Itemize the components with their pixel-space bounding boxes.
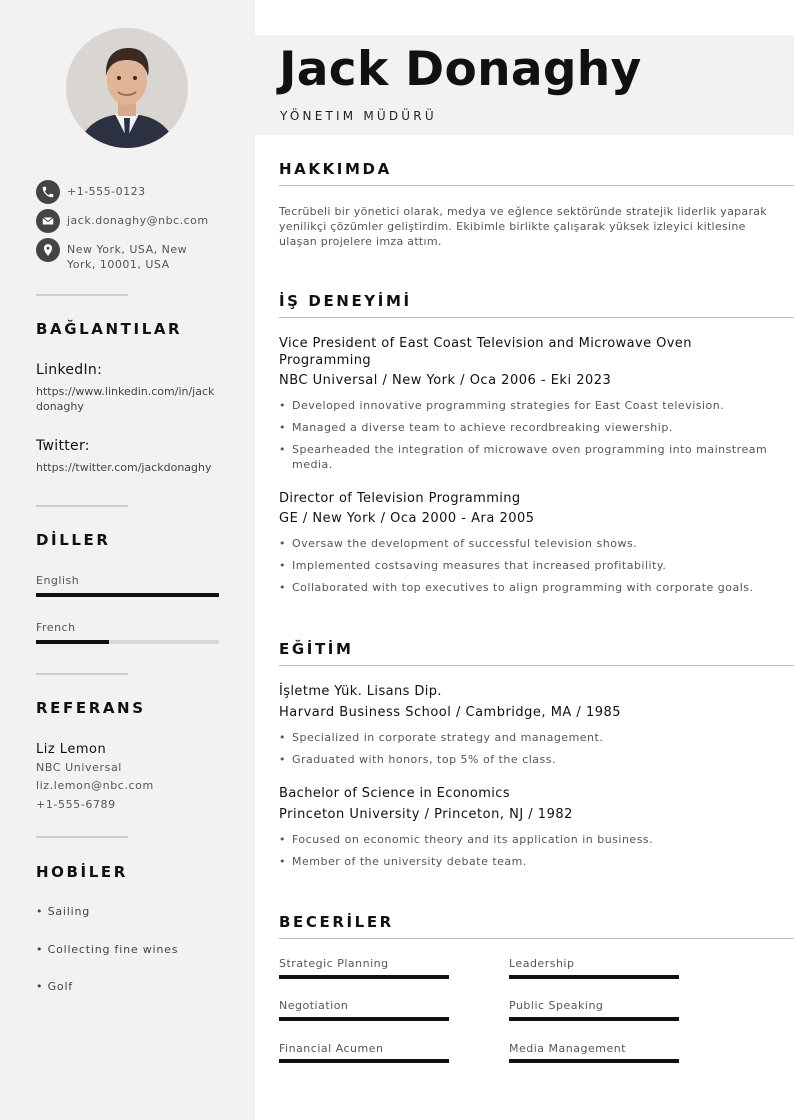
contact-email: [36, 209, 217, 233]
twitter-label: Twitter:: [36, 438, 90, 454]
job-position: Vice President of East Coast Television and Microwave Oven Programming: [279, 336, 692, 368]
divider: [36, 294, 128, 296]
list-item: • Managed a diverse team to achieve recordbreaking viewership.: [279, 420, 779, 435]
skill-level-bar: [509, 975, 679, 979]
list-item: • Implemented costsaving measures that increased profitability.: [279, 558, 779, 573]
language-name: English: [36, 574, 80, 587]
education-bullets: [279, 832, 779, 876]
skill-name: Leadership: [509, 957, 575, 970]
skill-level-fill: [509, 1017, 679, 1021]
section-rule: [279, 317, 794, 318]
education-degree: Bachelor of Science in Economics: [279, 786, 510, 801]
list-item: • Developed innovative programming strategies for East Coast television.: [279, 398, 779, 413]
language-level-fill: [36, 593, 219, 597]
language-level-bar: [36, 593, 219, 597]
twitter-url[interactable]: https://twitter.com/jackdonaghy: [36, 461, 212, 474]
skill-name: Negotiation: [279, 999, 349, 1012]
job-company: GE / New York / Oca 2000 - Ara 2005: [279, 511, 535, 526]
skill-name: Media Management: [509, 1042, 626, 1055]
skill-level-fill: [279, 1059, 449, 1063]
list-item: • Spearheaded the integration of microwave oven programming into mainstream media.: [279, 442, 779, 472]
about-text: Tecrübeli bir yönetici olarak, medya ve eğlence sektöründe stratejik liderlik yaparak yenilikçi çözümler geliştirdim. Ekibimle birlikte çalışarak yüksek izleyici kitlesine ulaşan projelere imza attım.: [279, 205, 767, 248]
list-item: • Specialized in corporate strategy and management.: [279, 730, 779, 745]
job-position: Director of Television Programming: [279, 491, 521, 506]
list-item: • Focused on economic theory and its application in business.: [279, 832, 779, 847]
language-level-bar: [36, 640, 219, 644]
email-text[interactable]: jack.donaghy@nbc.com: [67, 214, 209, 227]
skill-level-fill: [279, 975, 449, 979]
hobbies-heading: HOBİLER: [36, 863, 128, 881]
skill-level-bar: [279, 1059, 449, 1063]
hobby-item: • Collecting fine wines: [36, 943, 179, 956]
education-degree: İşletme Yük. Lisans Dip.: [279, 684, 442, 699]
skill-level-bar: [509, 1017, 679, 1021]
about-heading: HAKKIMDA: [279, 160, 392, 178]
contact-phone: [36, 180, 217, 204]
job-title: YÖNETIM MÜDÜRÜ: [280, 109, 437, 123]
section-rule: [279, 938, 794, 939]
person-name: Jack Donaghy: [279, 42, 642, 97]
list-item: • Collaborated with top executives to align programming with corporate goals.: [279, 580, 779, 595]
education-bullets: [279, 730, 779, 774]
language-level-fill: [36, 640, 109, 644]
section-rule: [279, 665, 794, 666]
job-bullets: [279, 398, 779, 479]
reference-email[interactable]: liz.lemon@nbc.com: [36, 779, 154, 792]
linkedin-url[interactable]: https://www.linkedin.com/in/jackdonaghy: [36, 385, 215, 413]
education-school: Princeton University / Princeton, NJ / 1982: [279, 807, 573, 822]
divider: [36, 673, 128, 675]
reference-heading: REFERANS: [36, 699, 146, 717]
reference-name: Liz Lemon: [36, 742, 107, 757]
hobby-item: • Golf: [36, 980, 73, 993]
list-item: • Member of the university debate team.: [279, 854, 779, 869]
contact-address: [36, 238, 217, 272]
linkedin-label: LinkedIn:: [36, 362, 103, 378]
language-name: French: [36, 621, 76, 634]
skill-level-fill: [509, 975, 679, 979]
education-heading: EĞİTİM: [279, 640, 354, 658]
mail-icon: [36, 209, 60, 233]
portrait-photo: [66, 28, 188, 148]
section-rule: [279, 185, 794, 186]
location-pin-icon: [36, 238, 60, 262]
skill-level-bar: [509, 1059, 679, 1063]
job-company: NBC Universal / New York / Oca 2006 - Eki 2023: [279, 373, 612, 388]
phone-icon: [36, 180, 60, 204]
list-item: • Oversaw the development of successful television shows.: [279, 536, 779, 551]
skill-name: Public Speaking: [509, 999, 604, 1012]
skill-level-bar: [279, 1017, 449, 1021]
links-heading: BAĞLANTILAR: [36, 320, 183, 338]
hobby-item: • Sailing: [36, 905, 91, 918]
address-text: New York, USA, New York, 10001, USA: [67, 243, 188, 271]
education-school: Harvard Business School / Cambridge, MA / 1985: [279, 705, 622, 720]
list-item: • Graduated with honors, top 5% of the class.: [279, 752, 779, 767]
reference-phone: +1-555-6789: [36, 798, 116, 811]
sidebar: [0, 0, 255, 1120]
languages-heading: DİLLER: [36, 531, 111, 549]
experience-heading: İŞ DENEYİMİ: [279, 292, 412, 310]
reference-company: NBC Universal: [36, 761, 122, 774]
skill-level-fill: [279, 1017, 449, 1021]
skill-name: Financial Acumen: [279, 1042, 384, 1055]
profile-photo: [66, 28, 188, 148]
skills-heading: BECERİLER: [279, 913, 394, 931]
skill-level-bar: [279, 975, 449, 979]
skill-name: Strategic Planning: [279, 957, 389, 970]
skill-level-fill: [509, 1059, 679, 1063]
divider: [36, 836, 128, 838]
job-bullets: [279, 536, 779, 602]
divider: [36, 505, 128, 507]
phone-text: +1-555-0123: [67, 185, 146, 198]
